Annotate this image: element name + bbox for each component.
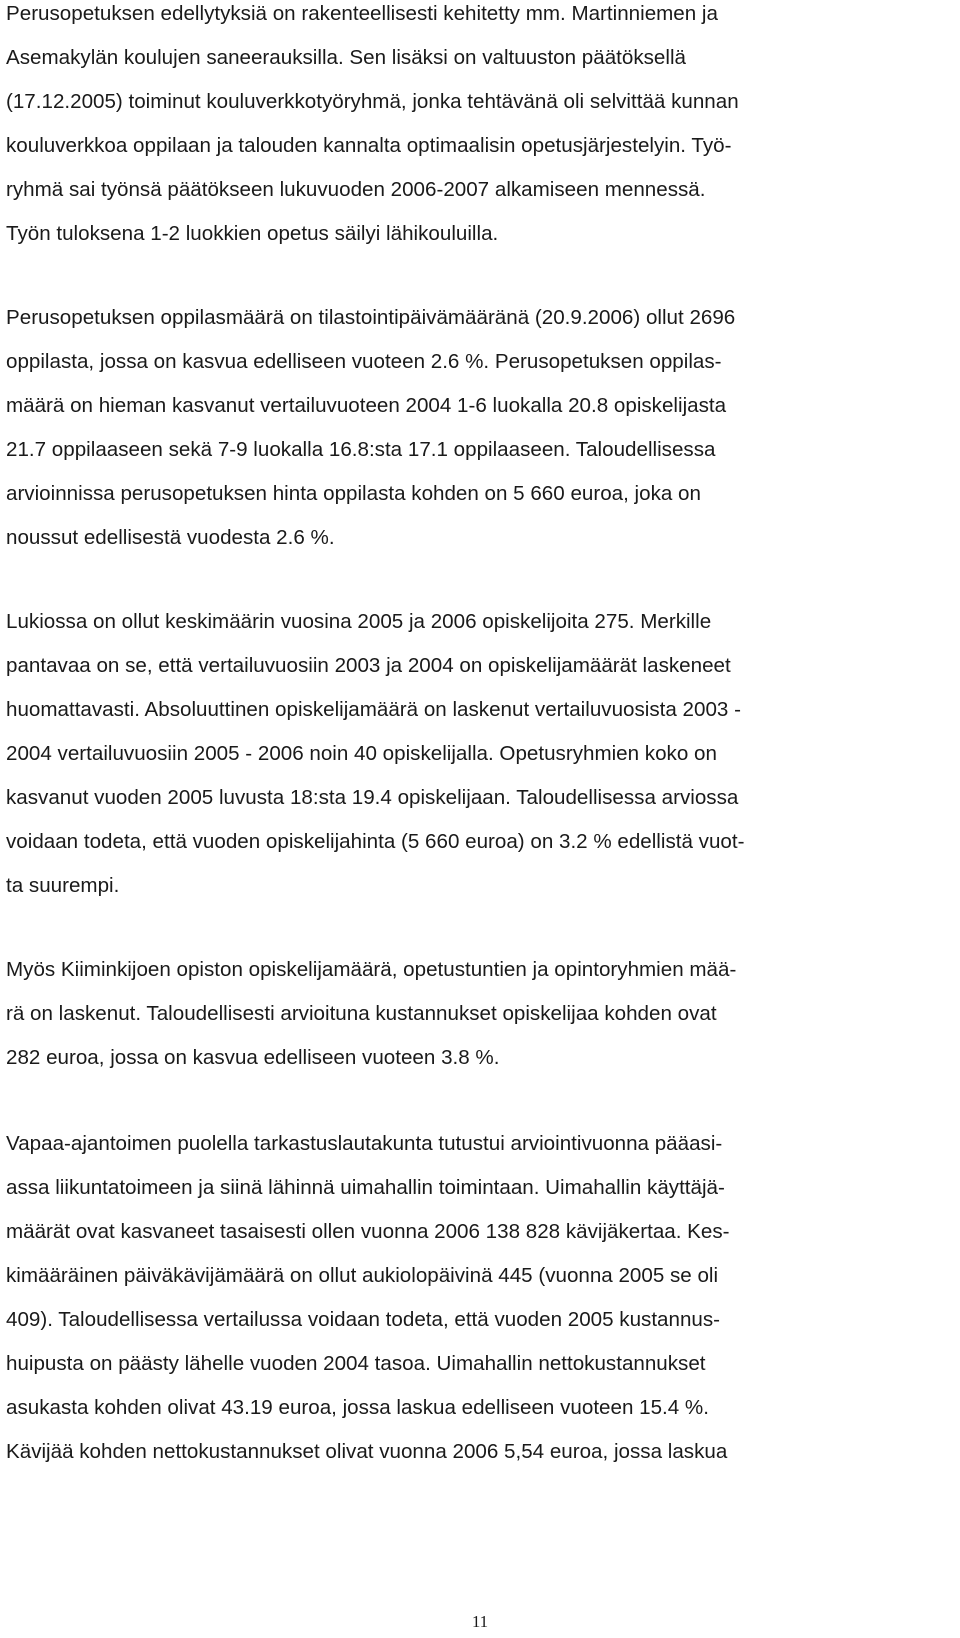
text-line: kasvanut vuoden 2005 luvusta 18:sta 19.4 opiskelijaan. Taloudellisessa arviossa — [6, 786, 739, 809]
text-line: Lukiossa on ollut keskimäärin vuosina 2005 ja 2006 opiskelijoita 275. Merkille — [6, 610, 712, 633]
text-line: asukasta kohden olivat 43.19 euroa, jossa laskua edelliseen vuoteen 15.4 %. — [6, 1396, 709, 1419]
text-line: (17.12.2005) toiminut kouluverkkotyöryhmä, jonka tehtävänä oli selvittää kunnan — [6, 90, 739, 113]
text-line: 2004 vertailuvuosiin 2005 - 2006 noin 40 opiskelijalla. Opetusryhmien koko on — [6, 742, 717, 765]
text-line: kouluverkkoa oppilaan ja talouden kannalta optimaalisin opetusjärjestelyin. Työ- — [6, 134, 732, 157]
text-line: ryhmä sai työnsä päätökseen lukuvuoden 2006-2007 alkamiseen mennessä. — [6, 178, 706, 201]
text-line: Perusopetuksen oppilasmäärä on tilastointipäivämääränä (20.9.2006) ollut 2696 — [6, 306, 736, 329]
text-line: ta suurempi. — [6, 874, 120, 897]
text-line: noussut edellisestä vuodesta 2.6 %. — [6, 526, 335, 549]
text-line: 409). Taloudellisessa vertailussa voidaan todeta, että vuoden 2005 kustannus- — [6, 1308, 721, 1331]
text-line: Työn tuloksena 1-2 luokkien opetus säilyi lähikouluilla. — [6, 222, 499, 245]
text-line: huomattavasti. Absoluuttinen opiskelijamäärä on laskenut vertailuvuosista 2003 - — [6, 698, 741, 721]
text-line: arvioinnissa perusopetuksen hinta oppilasta kohden on 5 660 euroa, joka on — [6, 482, 701, 505]
text-line: määrät ovat kasvaneet tasaisesti ollen vuonna 2006 138 828 kävijäkertaa. Kes- — [6, 1220, 730, 1243]
text-line: Asemakylän koulujen saneerauksilla. Sen lisäksi on valtuuston päätöksellä — [6, 46, 686, 69]
text-line: kimääräinen päiväkävijämäärä on ollut aukiolopäivinä 445 (vuonna 2005 se oli — [6, 1264, 719, 1287]
text-line: 282 euroa, jossa on kasvua edelliseen vuoteen 3.8 %. — [6, 1046, 500, 1069]
text-line: rä on laskenut. Taloudellisesti arvioituna kustannukset opiskelijaa kohden ovat — [6, 1002, 717, 1025]
text-line: oppilasta, jossa on kasvua edelliseen vuoteen 2.6 %. Perusopetuksen oppilas- — [6, 350, 722, 373]
text-line: Kävijää kohden nettokustannukset olivat vuonna 2006 5,54 euroa, jossa laskua — [6, 1440, 728, 1463]
text-line: voidaan todeta, että vuoden opiskelijahinta (5 660 euroa) on 3.2 % edellistä vuot- — [6, 830, 745, 853]
document-page — [6, 0, 954, 1638]
text-line: pantavaa on se, että vertailuvuosiin 2003 ja 2004 on opiskelijamäärät laskeneet — [6, 654, 731, 677]
text-line: assa liikuntatoimeen ja siinä lähinnä uimahallin toimintaan. Uimahallin käyttäjä- — [6, 1176, 725, 1199]
text-line: Perusopetuksen edellytyksiä on rakenteellisesti kehitetty mm. Martinniemen ja — [6, 2, 718, 25]
page-number: 11 — [471, 1612, 489, 1631]
text-line: Myös Kiiminkijoen opiston opiskelijamäärä, opetustuntien ja opintoryhmien mää- — [6, 958, 737, 981]
text-line: määrä on hieman kasvanut vertailuvuoteen 2004 1-6 luokalla 20.8 opiskelijasta — [6, 394, 727, 417]
text-line: 21.7 oppilaaseen sekä 7-9 luokalla 16.8:sta 17.1 oppilaaseen. Taloudellisessa — [6, 438, 716, 461]
text-line: huipusta on päästy lähelle vuoden 2004 tasoa. Uimahallin nettokustannukset — [6, 1352, 706, 1375]
text-line: Vapaa-ajantoimen puolella tarkastuslautakunta tutustui arviointivuonna pääasi- — [6, 1132, 723, 1155]
